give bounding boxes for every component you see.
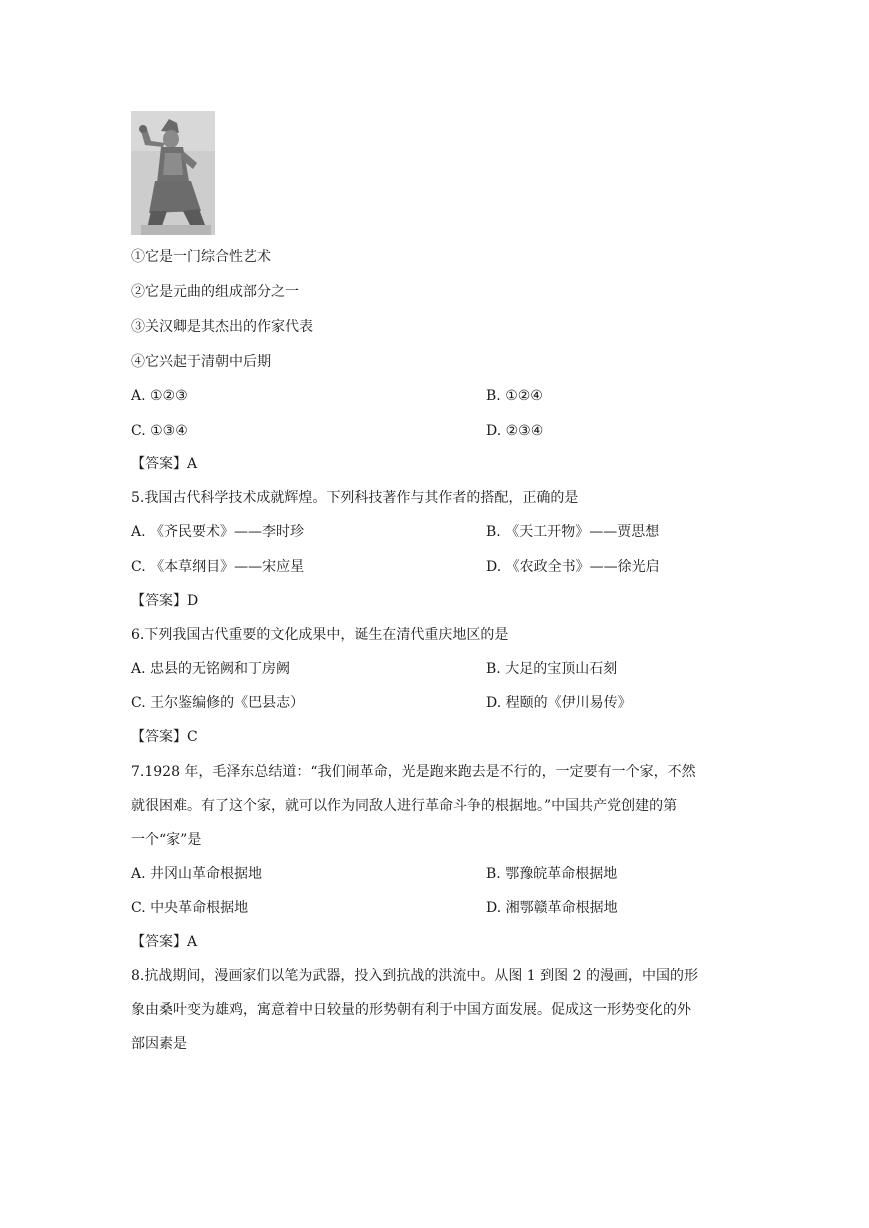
q4-statement-4: ④它兴起于清朝中后期 bbox=[131, 354, 271, 370]
q4-option-c: C. ①③④ bbox=[131, 423, 188, 439]
q6-answer: 【答案】C bbox=[131, 729, 198, 745]
q5-option-b: B. 《天工开物》——贾思想 bbox=[486, 524, 660, 540]
q6-stem: 6.下列我国古代重要的文化成果中，诞生在清代重庆地区的是 bbox=[131, 627, 509, 643]
opera-figurine-photo bbox=[131, 111, 215, 235]
q7-option-c: C. 中央革命根据地 bbox=[131, 900, 249, 916]
q4-option-d: D. ②③④ bbox=[486, 423, 544, 439]
q5-option-c: C. 《本草纲目》——宋应星 bbox=[131, 559, 305, 575]
q8-stem-line-3: 部因素是 bbox=[131, 1036, 187, 1052]
q6-option-d: D. 程颐的《伊川易传》 bbox=[486, 695, 632, 711]
q4-option-b: B. ①②④ bbox=[486, 388, 543, 404]
q7-option-d: D. 湘鄂赣革命根据地 bbox=[486, 900, 618, 916]
q4-option-a: A. ①②③ bbox=[131, 388, 188, 404]
q6-option-c: C. 王尔鉴编修的《巴县志） bbox=[131, 695, 305, 711]
q6-option-a: A. 忠县的无铭阙和丁房阙 bbox=[131, 661, 291, 677]
q7-option-a: A. 井冈山革命根据地 bbox=[131, 866, 263, 882]
q4-answer: 【答案】A bbox=[131, 456, 198, 472]
q6-option-b: B. 大足的宝顶山石刻 bbox=[486, 661, 618, 677]
q5-answer: 【答案】D bbox=[131, 593, 199, 609]
q7-answer: 【答案】A bbox=[131, 934, 198, 950]
q7-stem-line-2: 就很困难。有了这个家，就可以作为同敌人进行革命斗争的根据地。”中国共产党创建的第 bbox=[131, 798, 678, 814]
q8-stem-line-2: 象由桑叶变为雄鸡，寓意着中日较量的形势朝有利于中国方面发展。促成这一形势变化的外 bbox=[131, 1002, 691, 1018]
q7-stem-line-1: 7.1928 年，毛泽东总结道：“我们闹革命，光是跑来跑去是不行的，一定要有一个家，不然 bbox=[131, 764, 696, 780]
q4-statement-3: ③关汉卿是其杰出的作家代表 bbox=[131, 319, 313, 335]
q7-option-b: B. 鄂豫皖革命根据地 bbox=[486, 866, 618, 882]
q7-stem-line-3: 一个“家”是 bbox=[131, 832, 202, 848]
q8-stem-line-1: 8.抗战期间，漫画家们以笔为武器，投入到抗战的洪流中。从图 1 到图 2 的漫画，中国的形 bbox=[131, 968, 698, 984]
q5-option-d: D. 《农政全书》——徐光启 bbox=[486, 559, 660, 575]
q5-option-a: A. 《齐民要术》——李时珍 bbox=[131, 524, 305, 540]
q4-statement-1: ①它是一门综合性艺术 bbox=[131, 249, 271, 265]
q4-statement-2: ②它是元曲的组成部分之一 bbox=[131, 284, 299, 300]
q5-stem: 5.我国古代科学技术成就辉煌。下列科技著作与其作者的搭配，正确的是 bbox=[131, 490, 579, 506]
